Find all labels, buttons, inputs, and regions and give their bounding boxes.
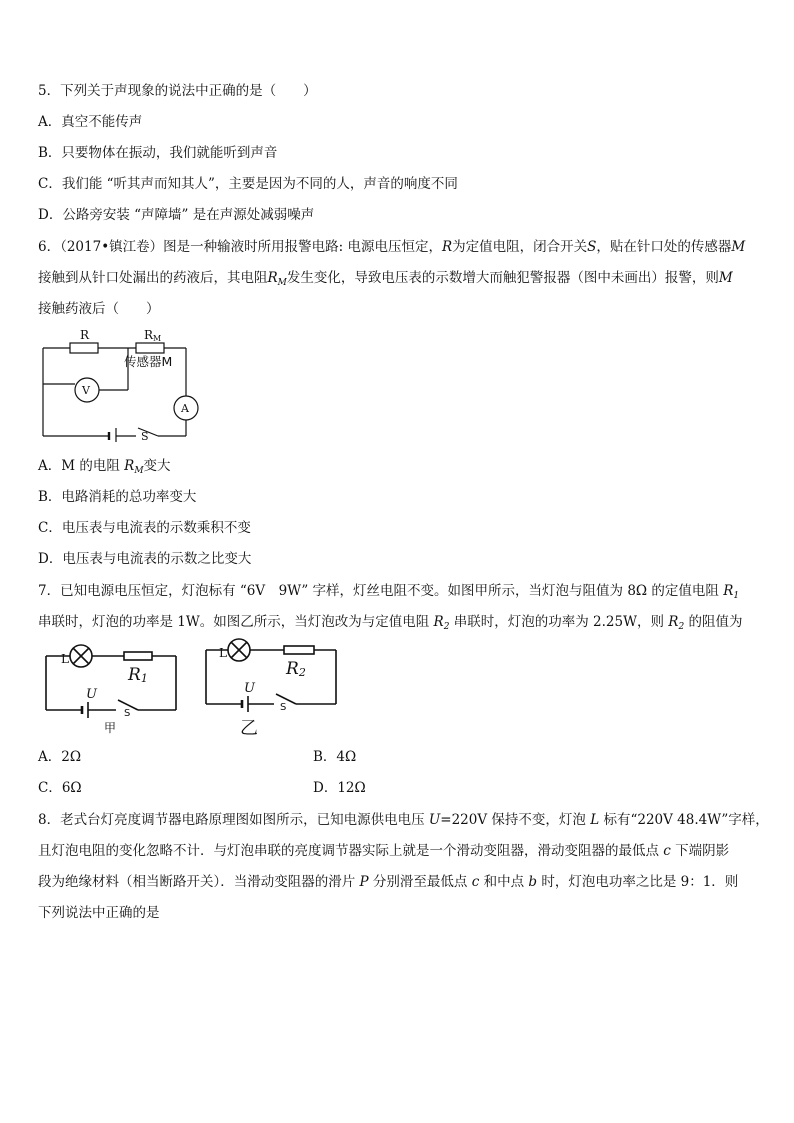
q7-option-d: D．12Ω — [313, 780, 366, 796]
label-l: L — [61, 652, 69, 666]
q7-stem-line2: 串联时，灯泡的功率是 1W。如图乙所示，当灯泡改为与定值电阻 $R_2$ 串联时，灯泡的功率为 2.25W，则 $R_2$ 的阻值为 — [38, 614, 743, 632]
resistor-rm — [136, 343, 164, 353]
q7-circuit-yi — [202, 636, 342, 740]
q6-stem-line2: 接触到从针口处漏出的药液后，其电阻$R_M$发生变化，导致电压表的示数增大而触犯警报器（图中未画出）报警，则M — [38, 270, 733, 288]
q5-option-c: C．我们能 “听其声而知其人”，主要是因为不同的人，声音的响度不同 — [38, 176, 458, 192]
q6-stem-line3: 接触药液后（ ） — [38, 301, 160, 317]
label-r: R — [80, 328, 90, 342]
figure-name-yi: 乙 — [240, 718, 258, 739]
label-l: L — [219, 646, 227, 660]
q6-circuit-diagram — [40, 328, 202, 442]
resistor-r — [70, 343, 98, 353]
label-s: S — [124, 708, 131, 719]
figure-name-jia: 甲 — [104, 721, 117, 735]
label-s: S — [280, 702, 287, 713]
label-rm: RM — [144, 328, 162, 343]
q6-option-c: C．电压表与电流表的示数乘积不变 — [38, 520, 251, 536]
q6-option-b: B．电路消耗的总功率变大 — [38, 489, 197, 505]
q8-stem-line3: 段为绝缘材料（相当断路开关）．当滑动变阻器的滑片 P 分别滑至最低点 c 和中点 b 时，灯泡电功率之比是 9：1．则 — [38, 874, 739, 890]
label-r1: R1 — [128, 665, 148, 685]
label-v: V — [82, 384, 90, 397]
q7-circuit-jia — [42, 642, 182, 736]
label-sensor: 传感器M — [124, 354, 173, 369]
q6-option-d: D．电压表与电流表的示数之比变大 — [38, 551, 252, 567]
q5-option-b: B．只要物体在振动，我们就能听到声音 — [38, 145, 278, 161]
label-u: U — [244, 681, 255, 696]
q7-option-a: A．2Ω — [38, 749, 82, 765]
q5-option-d: D．公路旁安装 “声障墙” 是在声源处减弱噪声 — [38, 207, 315, 223]
resistor-r1 — [124, 652, 152, 660]
label-a: A — [181, 402, 189, 415]
q7-option-b: B．4Ω — [313, 749, 357, 765]
q6-stem-line1: 6．（2017•镇江卷）图是一种输液时所用报警电路: 电源电压恒定，R为定值电阻，闭合开关S，贴在针口处的传感器M — [38, 239, 746, 255]
q7-stem-line1: 7．已知电源电压恒定，灯泡标有 “6V 9W” 字样，灯丝电阻不变。如图甲所示，当灯泡与阻值为 8Ω 的定值电阻 $R_1$ — [38, 583, 740, 601]
q8-stem-line1: 8．老式台灯亮度调节器电路原理图如图所示，已知电源供电电压 U=220V 保持不变，灯泡 L 标有“220V 48.4W”字样， — [38, 812, 769, 828]
label-s: S — [141, 430, 149, 442]
q8-stem-line4: 下列说法中正确的是 — [38, 905, 160, 921]
label-r2: R2 — [286, 659, 306, 679]
label-u: U — [86, 687, 97, 702]
q5-stem: 5．下列关于声现象的说法中正确的是（ ） — [38, 83, 317, 99]
resistor-r2 — [284, 646, 314, 654]
q8-stem-line2: 且灯泡电阻的变化忽略不计．与灯泡串联的亮度调节器实际上就是一个滑动变阻器，滑动变阻器的最低点 c 下端阴影 — [38, 843, 730, 859]
q7-option-c: C．6Ω — [38, 780, 82, 796]
q5-option-a: A．真空不能传声 — [38, 114, 143, 130]
q6-option-a: A．M 的电阻 $R_M$变大 — [38, 458, 171, 476]
